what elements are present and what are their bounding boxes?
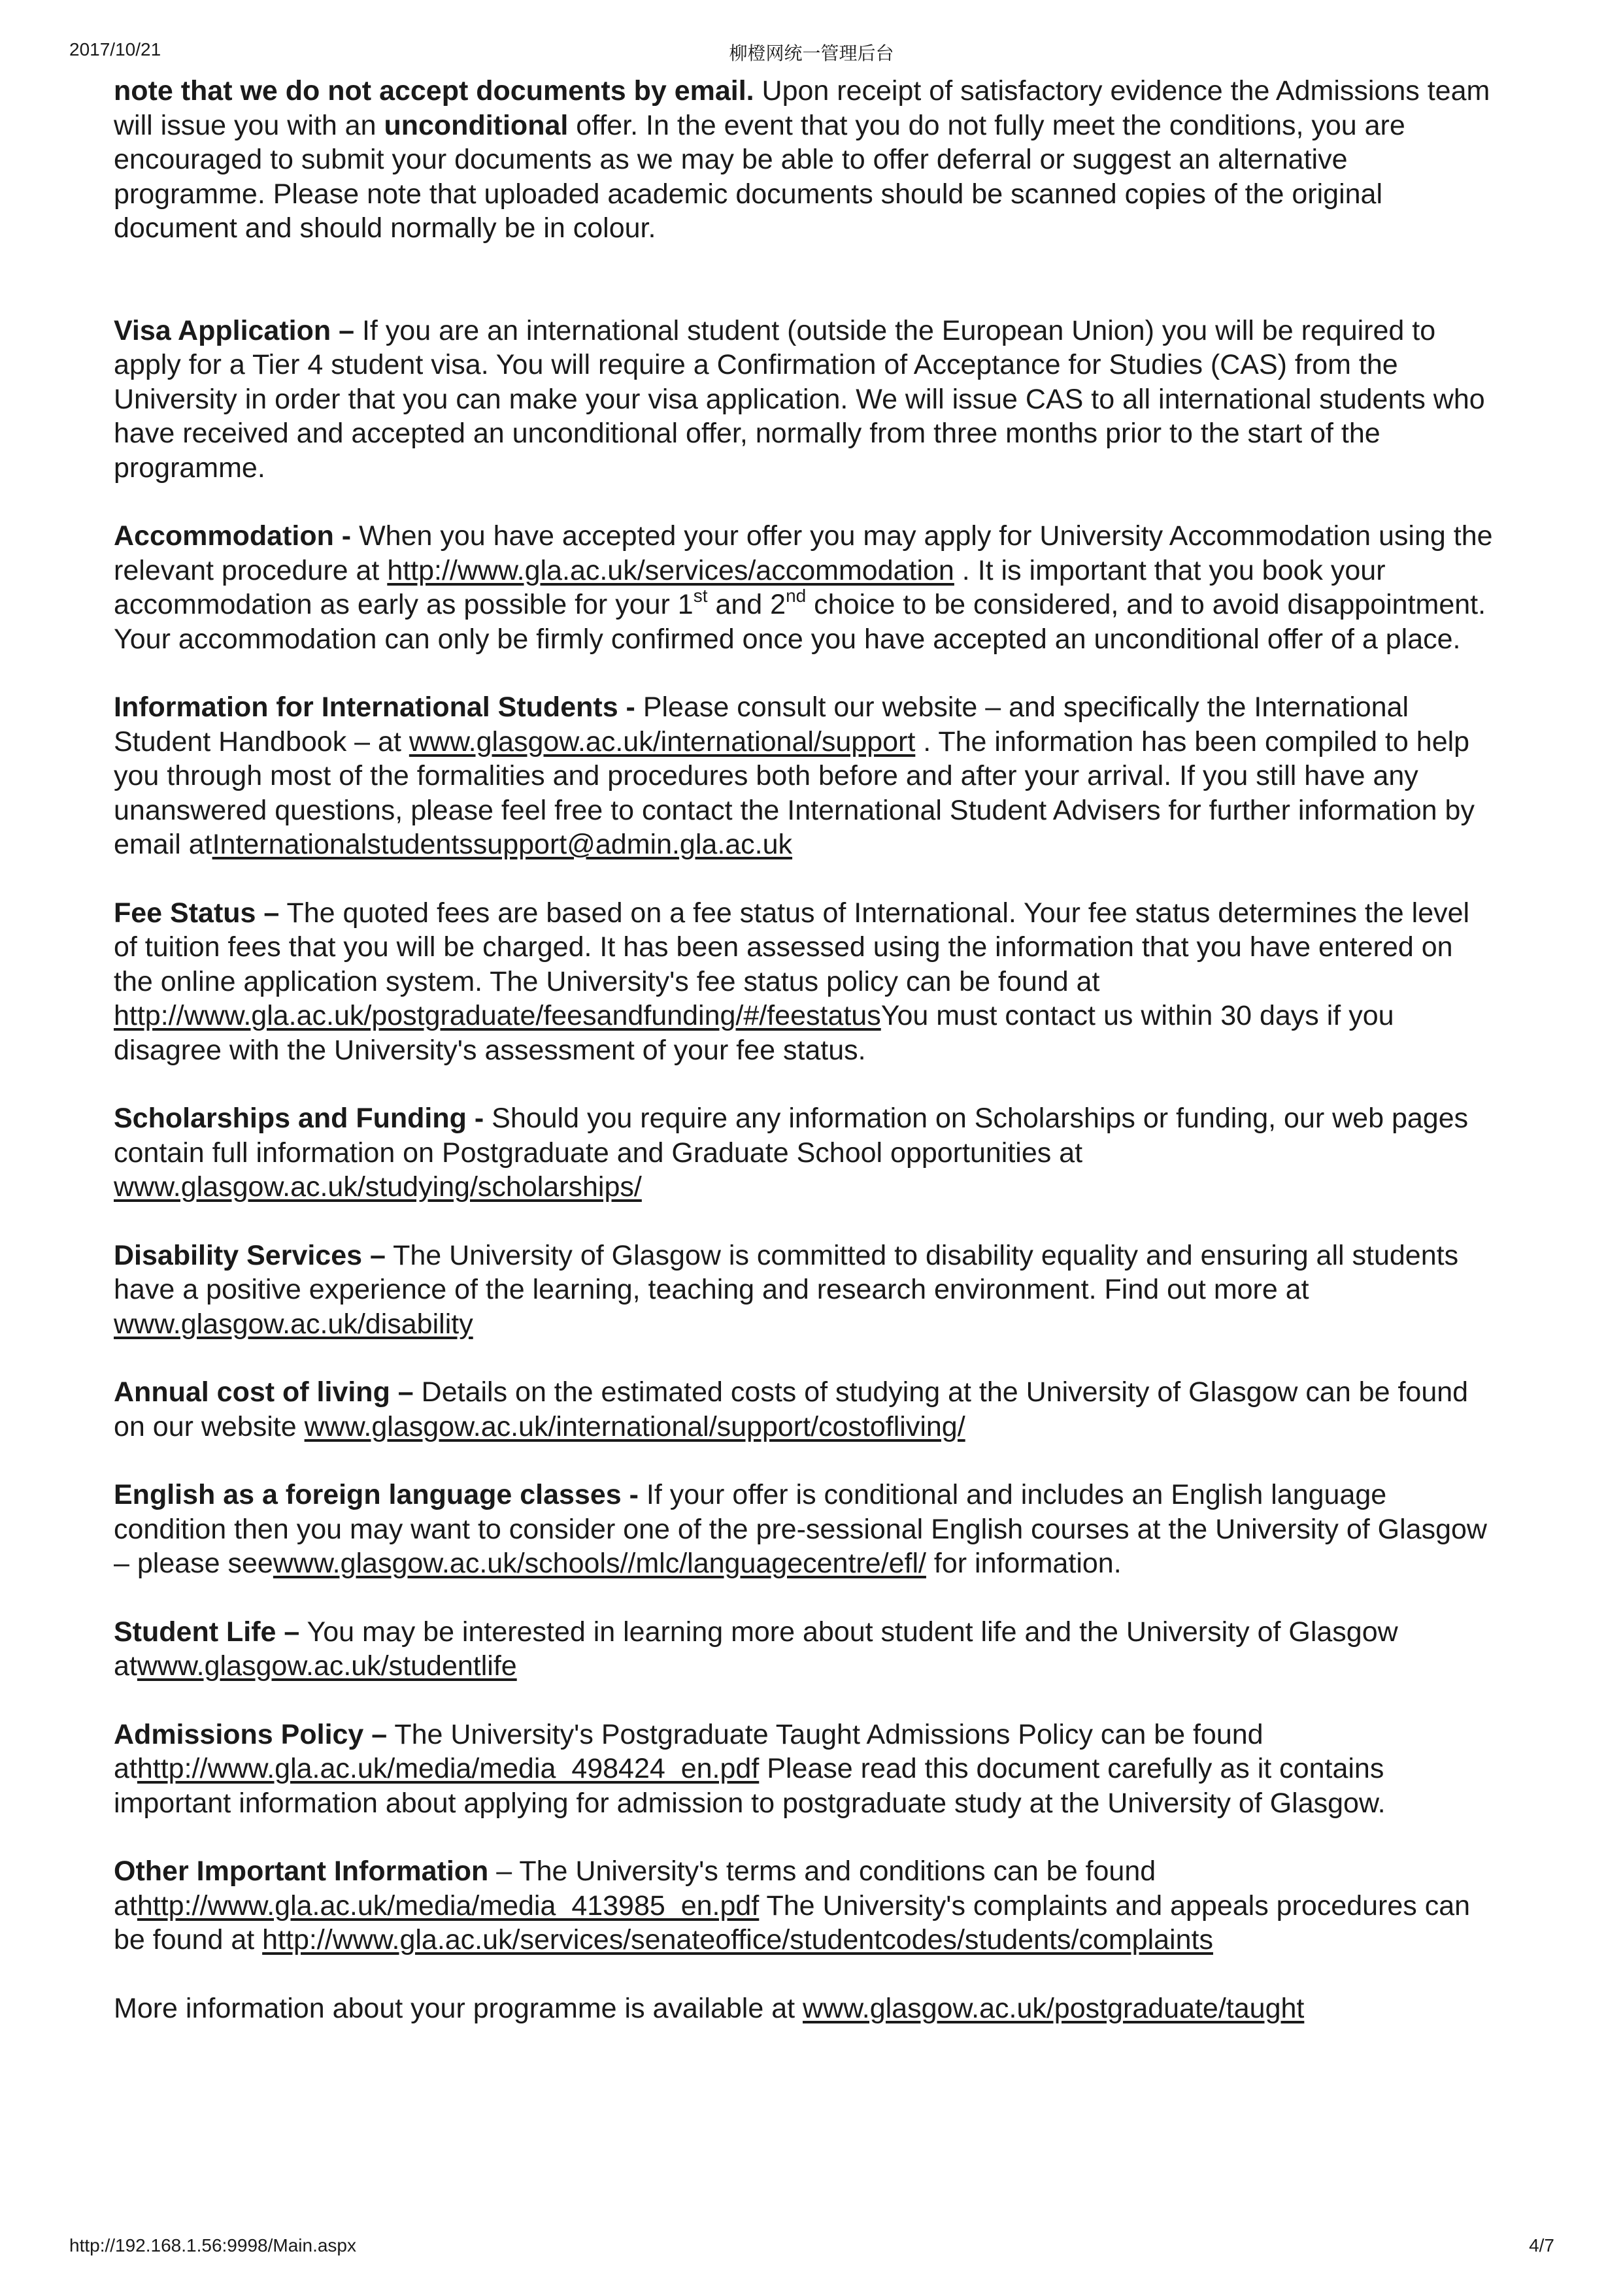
accommodation-text-3: and 2 xyxy=(707,589,786,620)
international-text-2: . The information has been compiled to help you through most of the formalities and procedures both before and after your arrival. If you still have any unanswered questions, please feel free to contact the International Student Advisers for further information by email at xyxy=(114,725,1475,860)
accommodation-heading: Accommodation - xyxy=(114,520,352,552)
visa-paragraph xyxy=(114,314,1499,486)
admissions-heading: Admissions Policy – xyxy=(114,1718,388,1750)
intro-bold-email: note that we do not accept documents by email. xyxy=(114,75,754,107)
studentlife-paragraph xyxy=(114,1615,1499,1684)
scholarships-heading: Scholarships and Funding - xyxy=(114,1103,484,1134)
other-text-2: The University's complaints and appeals procedures can be found at xyxy=(114,1889,1471,1955)
intro-bold-unconditional: unconditional xyxy=(384,109,569,141)
intro-text-2: offer. In the event that you do not fully meet the conditions, you are encouraged to submit your documents as we may be able to offer deferral or suggest an alternative programme. Please note that uploaded academic documents should be scanned copies of the original document and should normally be in colour. xyxy=(114,109,1405,244)
intro-text-1: Upon receipt of satisfactory evidence the Admissions team will issue you with an xyxy=(114,75,1490,141)
document-body xyxy=(114,74,1499,2025)
scholarships-link[interactable]: www.glasgow.ac.uk/studying/scholarships/ xyxy=(114,1171,642,1203)
other-heading: Other Important Information xyxy=(114,1855,489,1887)
accommodation-sup-2: nd xyxy=(786,586,807,606)
english-paragraph xyxy=(114,1478,1499,1581)
disability-text-1: The University of Glasgow is committed to disability equality and ensuring all students have a positive experience of the learning, teaching and research environment. Find out more at xyxy=(114,1239,1459,1305)
studentlife-link[interactable]: www.glasgow.ac.uk/studentlife xyxy=(137,1650,517,1682)
disability-link[interactable]: www.glasgow.ac.uk/disability xyxy=(114,1308,473,1340)
fee-text-1: The quoted fees are based on a fee status of International. Your fee status determines the level of tuition fees that you will be charged. It has been assessed using the information that you have entered on the online application system. The University's fee status policy can be found at xyxy=(114,897,1470,997)
complaints-link[interactable]: http://www.gla.ac.uk/services/senateoffice/studentcodes/students/complaints xyxy=(262,1924,1213,1955)
admissions-policy-link[interactable]: http://www.gla.ac.uk/media/media_498424_en.pdf xyxy=(137,1753,760,1784)
international-heading: Information for International Students - xyxy=(114,691,635,723)
studentlife-heading: Student Life – xyxy=(114,1616,300,1648)
terms-link[interactable]: http://www.gla.ac.uk/media/media_413985_en.pdf xyxy=(137,1889,760,1922)
english-text-1: If your offer is conditional and includes an English language condition then you may want to consider one of the pre-sessional English courses at the University of Glasgow – please see xyxy=(114,1479,1487,1579)
accommodation-text-2: . It is important that you book your accommodation as early as possible for your 1 xyxy=(114,554,1386,620)
other-text-1: – The University's terms and conditions can be found at xyxy=(114,1855,1156,1922)
accommodation-link[interactable]: http://www.gla.ac.uk/services/accommodation xyxy=(387,554,954,586)
international-text-1: Please consult our website – and specifically the International Student Handbook – at xyxy=(114,691,1409,757)
other-paragraph xyxy=(114,1854,1499,1957)
fee-paragraph xyxy=(114,896,1499,1068)
international-paragraph xyxy=(114,690,1499,862)
more-info-text: More information about your programme is available at xyxy=(114,1992,803,2024)
disability-paragraph xyxy=(114,1239,1499,1342)
accommodation-text-4: choice to be considered, and to avoid disappointment. Your accommodation can only be firmly confirmed once you have accepted an unconditional offer of a place. xyxy=(114,589,1486,655)
international-email-link[interactable]: Internationalstudentssupport@admin.gla.ac.uk xyxy=(212,829,793,860)
admissions-text-1: The University's Postgraduate Taught Admissions Policy can be found at xyxy=(114,1718,1263,1784)
disability-heading: Disability Services – xyxy=(114,1239,386,1271)
programme-link[interactable]: www.glasgow.ac.uk/postgraduate/taught xyxy=(803,1992,1305,2024)
accommodation-paragraph xyxy=(114,519,1499,656)
living-paragraph xyxy=(114,1375,1499,1444)
header-date: 2017/10/21 xyxy=(69,39,161,59)
living-text-1: Details on the estimated costs of studying at the University of Glasgow can be found on our website xyxy=(114,1376,1469,1442)
living-heading: Annual cost of living – xyxy=(114,1376,414,1408)
admissions-paragraph xyxy=(114,1718,1499,1821)
fee-status-link[interactable]: http://www.gla.ac.uk/postgraduate/feesandfunding/#/feestatus xyxy=(114,1000,881,1031)
header-title: 柳橙网统一管理后台 xyxy=(729,42,894,64)
international-support-link[interactable]: www.glasgow.ac.uk/international/support xyxy=(409,725,916,757)
english-text-2: for information. xyxy=(926,1548,1122,1579)
accommodation-sup-1: st xyxy=(693,586,708,606)
fee-text-2: You must contact us within 30 days if you disagree with the University's assessment of your fee status. xyxy=(114,1000,1394,1066)
intro-paragraph xyxy=(114,74,1499,246)
scholarships-paragraph xyxy=(114,1101,1499,1205)
english-heading: English as a foreign language classes - xyxy=(114,1479,639,1510)
scholarships-text-1: Should you require any information on Scholarships or funding, our web pages contain full information on Postgraduate and Graduate School opportunities at xyxy=(114,1103,1469,1169)
studentlife-text-1: You may be interested in learning more about student life and the University of Glasgow at xyxy=(114,1616,1398,1682)
visa-heading: Visa Application – xyxy=(114,314,354,346)
footer-url: http://192.168.1.56:9998/Main.aspx xyxy=(69,2235,356,2255)
more-info-paragraph xyxy=(114,1991,1499,2026)
footer-page-number: 4/7 xyxy=(1529,2235,1554,2255)
visa-text: If you are an international student (outside the European Union) you will be required to apply for a Tier 4 student visa. You will require a Confirmation of Acceptance for Studies (CAS) from the University in order that you can make your visa application. We will issue CAS to all international students who have received and accepted an unconditional offer, normally from three months prior to the start of the programme. xyxy=(114,314,1485,484)
admissions-text-2: Please read this document carefully as it contains important information about applying for admission to postgraduate study at the University of Glasgow. xyxy=(114,1753,1386,1819)
accommodation-text-1: When you have accepted your offer you may apply for University Accommodation using the relevant procedure at xyxy=(114,520,1493,586)
living-link[interactable]: www.glasgow.ac.uk/international/support/costofliving/ xyxy=(304,1410,965,1442)
english-link[interactable]: www.glasgow.ac.uk/schools//mlc/languagecentre/efl/ xyxy=(273,1548,926,1579)
fee-heading: Fee Status – xyxy=(114,897,280,929)
